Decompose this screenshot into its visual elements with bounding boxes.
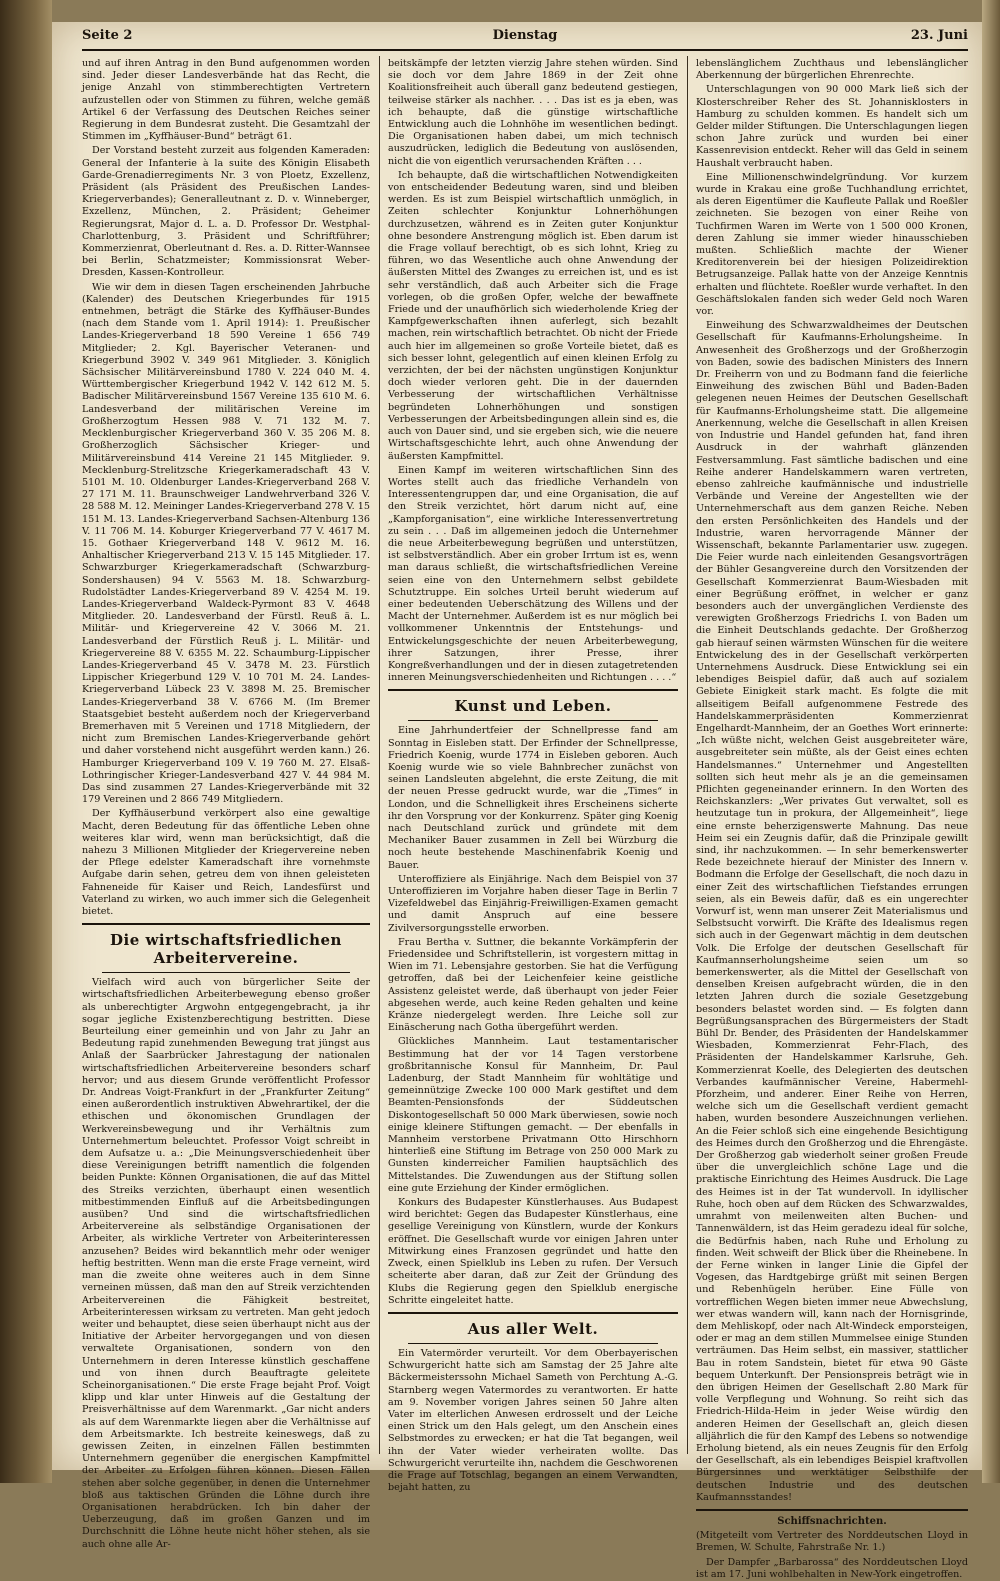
weekday: Dienstag: [492, 28, 558, 43]
article-paragraph: Der Dampfer „Barbarossa“ des Norddeutschen Lloyd ist am 17. Juni wohlbehalten in New-York eingetroffen.: [696, 1556, 968, 1580]
article-paragraph: Einweihung des Schwarzwaldheimes der Deutschen Gesellschaft für Kaufmanns-Erholungsheime. In Anwesenheit des Großherzogs und der Großherzogin von Baden, sowie des badischen Ministers des Innern Dr. Freiherrn von und zu Bodmann fand die feierliche Einweihung des zwischen Bühl und Baden-Baden gelegenen neuen Heimes der Deutschen Gesellschaft für Kaufmanns-Erholungsheime statt. Die allgemeine Anerkennung, welche die Gesellschaft in allen Kreisen von Industrie und Handel gefunden hat, fand ihren Ausdruck in der wahrhaft glänzenden Festversammlung. Fast sämtliche badischen und eine Reihe anderer Handelskammern waren vertreten, ebenso zahlreiche kaufmännische und industrielle Verbände und Vereine der Angestellten wie der Unternehmerschaft aus dem ganzen Reiche. Neben den ersten Persönlichkeiten des Handels und der Industrie, waren hervorragende Männer der Wissenschaft, bekannte Parlamentarier usw. zugegen. Die Feier wurde nach einleitenden Gesangsvorträgen der Bühler Gesangvereine durch den Vorsitzenden der Gesellschaft Kommerzienrat Baum-Wiesbaden mit einer Begrüßung eröffnet, in welcher er ganz besonders auch der unvergänglichen Verdienste des verewigten Großherzogs Friedrichs I. von Baden um die Einheit Deutschlands gedachte. Der Großherzog gab hierauf seinen wärmsten Wünschen für die weitere Entwickelung des in der Gesellschaft verkörperten Unternehmens Ausdruck. Diese Entwicklung sei ein lebendiges Beispiel dafür, daß auch auf sozialem Gebiete Einigkeit stark macht. Es folgte die mit allseitigem Beifall aufgenommene Festrede des Handelskammerpräsidenten Kommerzienrat Engelhardt-Mannheim, der an Goethes Wort erinnerte: „Ich wüßte nicht, welchen Geist ausgebreiteter wäre, ausgebreiteter sein müßte, als der Geist eines echten Handelsmannes.“ Unternehmer und Angestellten sollten sich heut mehr als je an die gemeinsamen Pflichten gegeneinander erinnern. In den Worten des Reichskanzlers: „Wer privates Gut verwaltet, soll es heutzutage tun in prokura, der Allgemeinheit“, liege eine ernste beherzigenswerte Mahnung. Das neue Heim sei ein Zeugnis dafür, daß die Prinzipale gewillt sind, ihr nachzukommen. — In sehr bemerkenswerter Rede bezeichnete hierauf der Minister des Innern v. Bodmann die Erfolge der Gesellschaft, die noch dazu in einer Zeit des wirtschaftlichen Tiefstandes errungen seien, als ein Beweis dafür, daß es ein ungerechter Vorwurf ist, wenn man unserer Zeit Materialismus und Selbstsucht vorwirft. Die Kräfte des Idealismus regen sich auch in der Gegenwart mächtig in dem deutschen Volk. Die Erfolge der deutschen Gesellschaft für Kaufmannserholungsheime seien um so bemerkenswerter, als die Mittel der Gesellschaft von denselben Kreisen aufgebracht würden, die in den letzten Jahren durch die soziale Gesetzgebung besonders belastet worden sind. — Es folgten dann Begrüßungsansprachen des Bürgermeisters der Stadt Bühl Dr. Bender, des Präsidenten der Handelskammer Wiesbaden, Kommerzienrat Fehr-Flach, des Präsidenten der Handelskammer Karlsruhe, Geh. Kommerzienrat Koelle, des Delegierten des deutschen Verbandes kaufmännischer Vereine, Habermehl-Pforzheim, und anderer. Einer Reihe von Herren, welche sich um die Gesellschaft verdient gemacht haben, wurden besondere Auszeichnungen verliehen. An die Feier schloß sich eine eingehende Besichtigung des Heimes durch den Großherzog und die Ehrengäste. Der Großherzog gab wiederholt seiner großen Freude über die unvergleichlich schöne Lage und die praktische Einrichtung des Heimes Ausdruck. Die Lage des Heimes ist in der Tat wundervoll. In idyllischer Ruhe, hoch oben auf dem Rücken des Schwarzwaldes, umrahmt von meilenweiten alten Buchen- und Tannenwäldern, ist das Heim geradezu ideal für solche, die Bedürfnis haben, nach Ruhe und Erholung zu finden. Weit schweift der Blick über die Rheinebene. In der Ferne winken in langer Linie die Gipfel der Vogesen, das Hardtgebirge grüßt mit seinen Bergen und Rebenhügeln herüber. Eine Fülle von vortrefflichen Wegen bieten immer neue Abwechslung, wer etwas wandern will, kann nach der Hornisgrinde, dem Mehliskopf, oder nach Alt-Windeck emporsteigen, oder er mag an dem stillen Mummelsee einige Stunden verträumen. Das Heim selbst, ein massiver, stattlicher Bau in rotem Sandstein, bietet für etwa 90 Gäste bequem Unterkunft. Der Pensionspreis beträgt wie in den übrigen Heimen der Gesellschaft 2.80 Mark für volle Verpflegung und Wohnung. So reiht sich das Friedrich-Hilda-Heim in jeder Weise würdig den anderen Heimen der Gesellschaft an, gleich diesen alljährlich die für den Kampf des Lebens so notwendige Erholung bietend, als ein neues Zeugnis für den Erfolg der Gesellschaft, als ein lebendiges Beispiel kraftvollen Bürgersinnes und werktätiger Selbsthilfe der deutschen Industrie und des deutschen Kaufmannsstandes!: [696, 320, 968, 1503]
article-paragraph: beitskämpfe der letzten vierzig Jahre stehen würden. Sind sie doch vor dem Jahre 1869 in der Zeit ohne Koalitionsfreiheit auch überall ganz bedeutend gestiegen, teilweise stärker als nachher. . . . Das ist es ja eben, was ich behaupte, daß die günstige wirtschaftliche Entwicklung auch die Lohnhöhe im wesentlichen bedingt. Die Organisationen haben dabei, um mich technisch auszudrücken, lediglich die Bedeutung von auslösenden, nicht die von eigentlich verursachenden Kräften . . .: [388, 58, 678, 167]
column-1: [82, 58, 370, 1550]
header-rule: [82, 49, 968, 51]
article-paragraph: Eine Jahrhundertfeier der Schnellpresse fand am Sonntag in Eisleben statt. Der Erfinder der Schnellpresse, Friedrich Koenig, wurde 1774 in Eisleben geboren. Auch Koenig wurde wie so viele Bahnbrecher zunächst von seinen Landsleuten abgelehnt, die erste Zeitung, die mit der neuen Presse gedruckt wurde, war die „Times“ in London, und die Schnelligkeit ihres Erscheinens sicherte ihr den Vorsprung vor der Konkurrenz. Später ging Koenig nach Deutschland zurück und gründete mit dem Mechaniker Bauer zusammen in Zell bei Würzburg die noch heute bestehende Maschinenfabrik Koenig und Bauer.: [388, 725, 678, 871]
page-number: Seite 2: [82, 28, 133, 43]
section-rule: [388, 689, 678, 691]
article-paragraph: Ich behaupte, daß die wirtschaftlichen Notwendigkeiten von entscheidender Bedeutung waren, sind und bleiben werden. Es ist zum Beispiel wirtschaftlich unmöglich, in Zeiten schlechter Konjunktur Lohnerhöhungen durchzusetzen, während es in Zeiten guter Konjunktur ohne besondere Anstrengung möglich ist. Eben darum ist die Frage vollauf berechtigt, ob es sich lohnt, Krieg zu führen, wo das Wesentliche auch ohne Anwendung der äußersten Mittel des Zwanges zu erreichen ist, und es ist sehr verständlich, daß auch Arbeiter sich die Frage vorlegen, ob die großen Opfer, welche der bewaffnete Friede und der unaufhörlich sich wiederholende Krieg der Kampfgewerkschaften ihnen auferlegt, sich bezahlt machen, rein wirtschaftlich betrachtet. Ob nicht der Friede auch hier im allgemeinen so große Vorteile bietet, daß es sich besser lohnt, gelegentlich auf einen kleinen Erfolg zu verzichten, der bei der nächsten ungünstigen Konjunktur doch wieder verloren geht. Die in der dauernden Verbesserung der wirtschaftlichen Verhältnisse begründeten Lohnerhöhungen und sonstigen Verbesserungen der Arbeitsbedingungen allein sind es, die auch von Dauer sind, und sie ergeben sich, wie die neuere Wirtschaftsgeschichte lehrt, auch ohne Anwendung der äußersten Kampfmittel.: [388, 169, 678, 462]
section-rule: [408, 1343, 658, 1344]
binding-gutter: [0, 0, 52, 1483]
column-divider-1: [379, 56, 380, 1454]
article-paragraph: Unteroffiziere als Einjährige. Nach dem Beispiel von 37 Unteroffizieren im Vorjahre haben dieser Tage in Berlin 7 Vizefeldwebel das Einjährig-Freiwilligen-Examen gemacht und damit Anspruch auf eine bessere Zivilversorgungsstelle erworben.: [388, 873, 678, 934]
section-title: Aus aller Welt.: [467, 1319, 599, 1338]
section-rule: [408, 720, 658, 721]
issue-date: 23. Juni: [910, 28, 968, 43]
section-title: Kunst und Leben.: [454, 697, 612, 716]
section-rule: [696, 1509, 968, 1511]
section-title: Die wirtschaftsfriedlichen Arbeitervereine.: [110, 931, 342, 968]
section-title: Schiffsnachrichten.: [777, 1515, 887, 1527]
article-paragraph: Frau Bertha v. Suttner, die bekannte Vorkämpferin der Friedensidee und Schriftstellerin, ist vorgestern mittag in Wien im 71. Lebensjahre gestorben. Sie hat die Verfügung getroffen, daß bei der Leichenfeier keine geistliche Assistenz geleistet werde, daß überhaupt von jeder Feier abgesehen werde, auch keine Reden gehalten und keine Kränze niedergelegt werden. Ihre Leiche soll zur Einäscherung nach Gotha übergeführt werden.: [388, 936, 678, 1034]
page-edge: [982, 0, 1000, 1483]
article-paragraph: Unterschlagungen von 90 000 Mark ließ sich der Klosterschreiber Reher des St. Johannisklosters in Hamburg zu schulden kommen. Es handelt sich um Gelder milder Stiftungen. Die Unterschlagungen liegen schon Jahre zurück und wurden bei einer Kassenrevision entdeckt. Reher will das Geld in seinem Haushalt verbraucht haben.: [696, 84, 968, 169]
article-paragraph: Vielfach wird auch von bürgerlicher Seite der wirtschaftsfriedlichen Arbeiterbewegung ebenso großer als unberechtigter Argwohn entgegengebracht, ja ihr sogar jegliche Existenzberechtigung bestritten. Diese Beurteilung einer gemeinhin und von Jahr zu Jahr an Bedeutung rapid zunehmenden Bewegung trat jüngst aus Anlaß der Saarbrücker Jahrestagung der nationalen wirtschaftsfriedlichen Arbeitervereine besonders scharf hervor; und aus diesem Grunde veröffentlicht Professor Dr. Andreas Voigt-Frankfurt in der „Frankfurter Zeitung“ einen außerordentlich instruktiven Abwehrartikel, der die ethischen und ökonomischen Grundlagen der Werkvereinsbewegung und ihr Verhältnis zum Unternehmertum beleuchtet. Professor Voigt schreibt in dem Aufsatze u. a.: „Die Meinungsverschiedenheit über diese Vereinigungen betrifft namentlich die folgenden beiden Punkte: Können Organisationen, die auf das Mittel des Streiks verzichten, überhaupt einen wesentlich mitbestimmenden Einfluß auf die Arbeitsbedingungen ausüben? Und sind die wirtschaftsfriedlichen Arbeitervereine als selbständige Organisationen der Arbeiter, als wirkliche Vertreter von Arbeiterinteressen anzusehen? Beides wird bekanntlich mehr oder weniger heftig bestritten. Wenn man die erste Frage verneint, wird man die zweite ohne weiteres auch in dem Sinne verneinen müssen, daß man den auf Streik verzichtenden Arbeitervereinen die Fähigkeit bestreitet, Arbeiterinteressen wirksam zu vertreten. Man geht jedoch weiter und behauptet, diese seien überhaupt nicht aus der Initiative der Arbeiter hervorgegangen und von diesen verwaltete Organisationen, sondern von den Unternehmern in deren Interesse künstlich geschaffene und von ihnen durch Beauftragte geleitete Scheinorganisationen.“ Die erste Frage bejaht Prof. Voigt klipp und klar unter Hinweis auf die Gestaltung der Preisverhältnisse auf dem Warenmarkt. „Gar nicht anders als auf dem Warenmarkte liegen aber die Verhältnisse auf dem Arbeitsmarkte. Ich bestreite keineswegs, daß zu gewissen Zeiten, in einzelnen Fällen bestimmten Unternehmern gegenüber die energischen Kampfmittel der Arbeiter zu Erfolgen führen können. Diesen Fällen stehen aber solche gegenüber, in denen die Unternehmer bloß aus taktischen Gründen die Löhne durch ihre Organisationen herabdrücken. Ich bin daher der Ueberzeugung, daß im großen Ganzen und im Durchschnitt die Löhne heute nicht höher stehen, als sie auch ohne alle Ar-: [82, 977, 370, 1550]
section-rule: [102, 972, 350, 973]
article-paragraph: Eine Millionenschwindelgründung. Vor kurzem wurde in Krakau eine große Tuchhandlung errichtet, als deren Eigentümer die Kaufleute Pallak und Roeßler zeichneten. Sie bezogen von einer Reihe von Tuchfirmen Waren im Werte von 1 500 000 Kronen, deren Zahlung sie immer wieder hinausschieben mußten. Schließlich machte der Wiener Kreditorenverein bei der hiesigen Polizeidirektion Betrugsanzeige. Pallak hatte von der Anzeige Kenntnis erhalten und flüchtete. Roeßler wurde verhaftet. In den Geschäftslokalen fanden sich weder Geld noch Waren vor.: [696, 171, 968, 318]
section-rule: [82, 923, 370, 925]
article-paragraph: lebenslänglichem Zuchthaus und lebenslänglicher Aberkennung der bürgerlichen Ehrenrechte.: [696, 58, 968, 82]
newspaper-page: [52, 22, 982, 1580]
column-3: [696, 58, 968, 1580]
article-paragraph: Wie wir dem in diesen Tagen erscheinenden Jahrbuche (Kalender) des Deutschen Kriegerbundes für 1915 entnehmen, beträgt die Stärke des Kyffhäuser-Bundes (nach dem Stande vom 1. April 1914): 1. Preußischer Landes-Kriegerverband 18 590 Vereine 1 656 749 Mitglieder; 2. Kgl. Bayerischer Veteranen- und Kriegerbund 3902 V. 349 961 Mitglieder. 3. Königlich Sächsischer Militärvereinsbund 1780 V. 224 040 M. 4. Württembergischer Kriegerbund 1942 V. 142 612 M. 5. Badischer Militärvereinsbund 1567 Vereine 135 610 M. 6. Landesverband der militärischen Vereine im Großherzogtum Hessen 988 V. 71 132 M. 7. Mecklenburgischer Kriegerverband 360 V. 35 206 M. 8. Großherzoglich Sächsischer Krieger- und Militärvereinsbund 414 Vereine 21 145 Mitglieder. 9. Mecklenburg-Strelitzsche Kriegerkameradschaft 43 V. 5101 M. 10. Oldenburger Landes-Kriegerverband 268 V. 27 171 M. 11. Braunschweiger Landwehrverband 326 V. 28 588 M. 12. Meininger Landes-Kriegerverband 278 V. 15 151 M. 13. Landes-Kriegerverband Sachsen-Altenburg 136 V. 11 706 M. 14. Koburger Kriegerverband 77 V. 4617 M. 15. Gothaer Kriegerverband 148 V. 9612 M. 16. Anhaltischer Kriegerverband 213 V. 15 145 Mitglieder. 17. Schwarzburger Kriegerkameradschaft (Schwarzburg-Sondershausen) 94 V. 5563 M. 18. Schwarzburg-Rudolstädter Landes-Kriegerverband 89 V. 4254 M. 19. Landes-Kriegerverband Waldeck-Pyrmont 83 V. 4648 Mitglieder. 20. Landesverband der Fürstl. Reuß ä. L. Militär- und Kriegervereine 42 V. 3066 M. 21. Landesverband der Fürstlich Reuß j. L. Militär- und Kriegervereine 88 V. 6355 M. 22. Schaumburg-Lippischer Landes-Kriegerverband 45 V. 3478 M. 23. Fürstlich Lippischer Kriegerbund 129 V. 10 701 M. 24. Landes-Kriegerverband Lübeck 23 V. 3898 M. 25. Bremischer Landes-Kriegerverband 38 V. 6766 M. (Im Bremer Staatsgebiet besteht außerdem noch der Kriegerverband Bremerhaven mit 5 Vereinen und 1718 Mitgliedern, der nicht zum Bremischen Landes-Kriegerverbande gehört und daher vorstehend nicht ausgeführt werden kann.) 26. Hamburger Kriegerverband 109 V. 19 760 M. 27. Elsaß-Lothringischer Krieger-Landesverband 427 V. 44 984 M. Das sind zusammen 27 Landes-Kriegerverbände mit 32 179 Vereinen und 2 866 749 Mitgliedern.: [82, 281, 370, 806]
article-paragraph: und auf ihren Antrag in den Bund aufgenommen worden sind. Jeder dieser Landesverbände hat das Recht, die jenige Anzahl von stimmberechtigten Vertretern aufzustellen oder von Stimmen zu führen, welche gemäß Artikel 6 der Verfassung des Deutschen Reiches seiner Regierung in dem Bundesrat zusteht. Die Gesamtzahl der Stimmen im „Kyffhäuser-Bund“ beträgt 61.: [82, 58, 370, 143]
article-paragraph: Konkurs des Budapester Künstlerhauses. Aus Budapest wird berichtet: Gegen das Budapester Künstlerhaus, eine gesellige Vereinigung von Künstlern, wurde der Konkurs eröffnet. Die Gesellschaft wurde vor einigen Jahren unter Mitwirkung eines Franzosen gegründet und hatte den Zweck, einen Spielklub ins Leben zu rufen. Der Versuch scheiterte aber daran, daß zur Zeit der Gründung des Klubs die Regierung gegen den Spielklub energische Schritte eingeleitet hatte.: [388, 1197, 678, 1306]
article-paragraph: Einen Kampf im weiteren wirtschaftlichen Sinn des Wortes stellt auch das friedliche Verhandeln von Interessentengruppen dar, und eine Organisation, die auf den Streik verzichtet, hört darum nicht auf, eine „Kampforganisation“, eine wirkliche Interessenvertretung zu sein . . . Daß im allgemeinen jedoch die Unternehmer die neue Arbeiterbewegung begrüßen und unterstützen, ist selbstverständlich. Aber ein grober Irrtum ist es, wenn man daraus schließt, die wirtschaftsfriedlichen Vereine seien eine von den Unternehmern selbst gebildete Schutztruppe. Ein solches Urteil beruht wiederum auf einer bedeutenden Ueberschätzung des Willens und der Macht der Unternehmer. Außerdem ist es nur möglich bei vollkommener Unkenntnis der Entstehungs- und Entwickelungsgeschichte der neuen Arbeiterbewegung, ihrer Satzungen, ihrer Presse, ihrer Kongreßverhandlungen und der in diesen zutagetretenden inneren Meinungsverschiedenheiten und Richtungen . . . .“: [388, 464, 678, 684]
column-divider-2: [687, 56, 688, 1454]
article-paragraph: Ein Vatermörder verurteilt. Vor dem Oberbayerischen Schwurgericht hatte sich am Samstag der 25 Jahre alte Bäckermeisterssohn Michael Sameth von Perchtung A.-G. Starnberg wegen Vatermordes zu verantworten. Er hatte am 9. November vorigen Jahres seinen 50 Jahre alten Vater im elterlichen Anwesen erdrosselt und der Leiche einen Strick um den Hals gelegt, um den Anschein eines Selbstmordes zu erwecken; er hat die Tat begangen, weil ihn der Vater wieder verheiraten wollte. Das Schwurgericht verurteilte ihn, nachdem die Geschworenen die Frage auf Totschlag, begangen an einem Verwandten, bejaht hatten, zu: [388, 1347, 678, 1494]
page-header: [82, 28, 968, 48]
column-2: [388, 58, 678, 1494]
article-paragraph: (Mitgeteilt vom Vertreter des Norddeutschen Lloyd in Bremen, W. Schulte, Fahrstraße Nr. 1.): [696, 1530, 968, 1554]
article-paragraph: Der Vorstand besteht zurzeit aus folgenden Kameraden: General der Infanterie à la suite des Königin Elisabeth Garde-Grenadierregiments Nr. 3 von Ploetz, Exzellenz, Präsident (als Präsident des Preußischen Landes-Kriegerverbandes); Generalleutnant z. D. v. Winneberger, Exzellenz, München, 2. Präsident; Geheimer Regierungsrat, Major d. L. a. D. Professor Dr. Westphal-Charlottenburg, 3. Präsident und Schriftführer; Kommerzienrat, Oberleutnant d. Res. a. D. Ritter-Wannsee bei Berlin, Schatzmeister; Kommissionsrat Weber-Dresden, Kassen-Kontrolleur.: [82, 145, 370, 279]
article-paragraph: Glückliches Mannheim. Laut testamentarischer Bestimmung hat der vor 14 Tagen verstorbene großbritannische Konsul für Mannheim, Dr. Paul Ladenburg, der Stadt Mannheim für wohltätige und gemeinnützige Zwecke 100 000 Mark gestiftet und dem Beamten-Pensionsfonds der Süddeutschen Diskontogesellschaft 50 000 Mark überwiesen, sowie noch einige kleinere Stiftungen gemacht. — Der ebenfalls in Mannheim verstorbene Privatmann Otto Hirschhorn hinterließ eine Stiftung im Betrage von 250 000 Mark zu Gunsten kinderreicher Familien hauptsächlich des Mittelstandes. Die Zuwendungen aus der Stiftung sollen eine gute Erziehung der Kinder ermöglichen.: [388, 1036, 678, 1194]
section-rule: [388, 1312, 678, 1314]
article-paragraph: Der Kyffhäuserbund verkörpert also eine gewaltige Macht, deren Bedeutung für das öffentliche Leben ohne weiteres klar wird, wenn man berücksichtigt, daß die nahezu 3 Millionen Mitglieder der Kriegervereine neben der Pflege edelster Kameradschaft ihre vornehmste Aufgabe darin sehen, getreu dem von ihnen geleisteten Fahneneide für Kaiser und Reich, Landesfürst und Vaterland zu wirken, wo auch immer sich die Gelegenheit bietet.: [82, 808, 370, 918]
